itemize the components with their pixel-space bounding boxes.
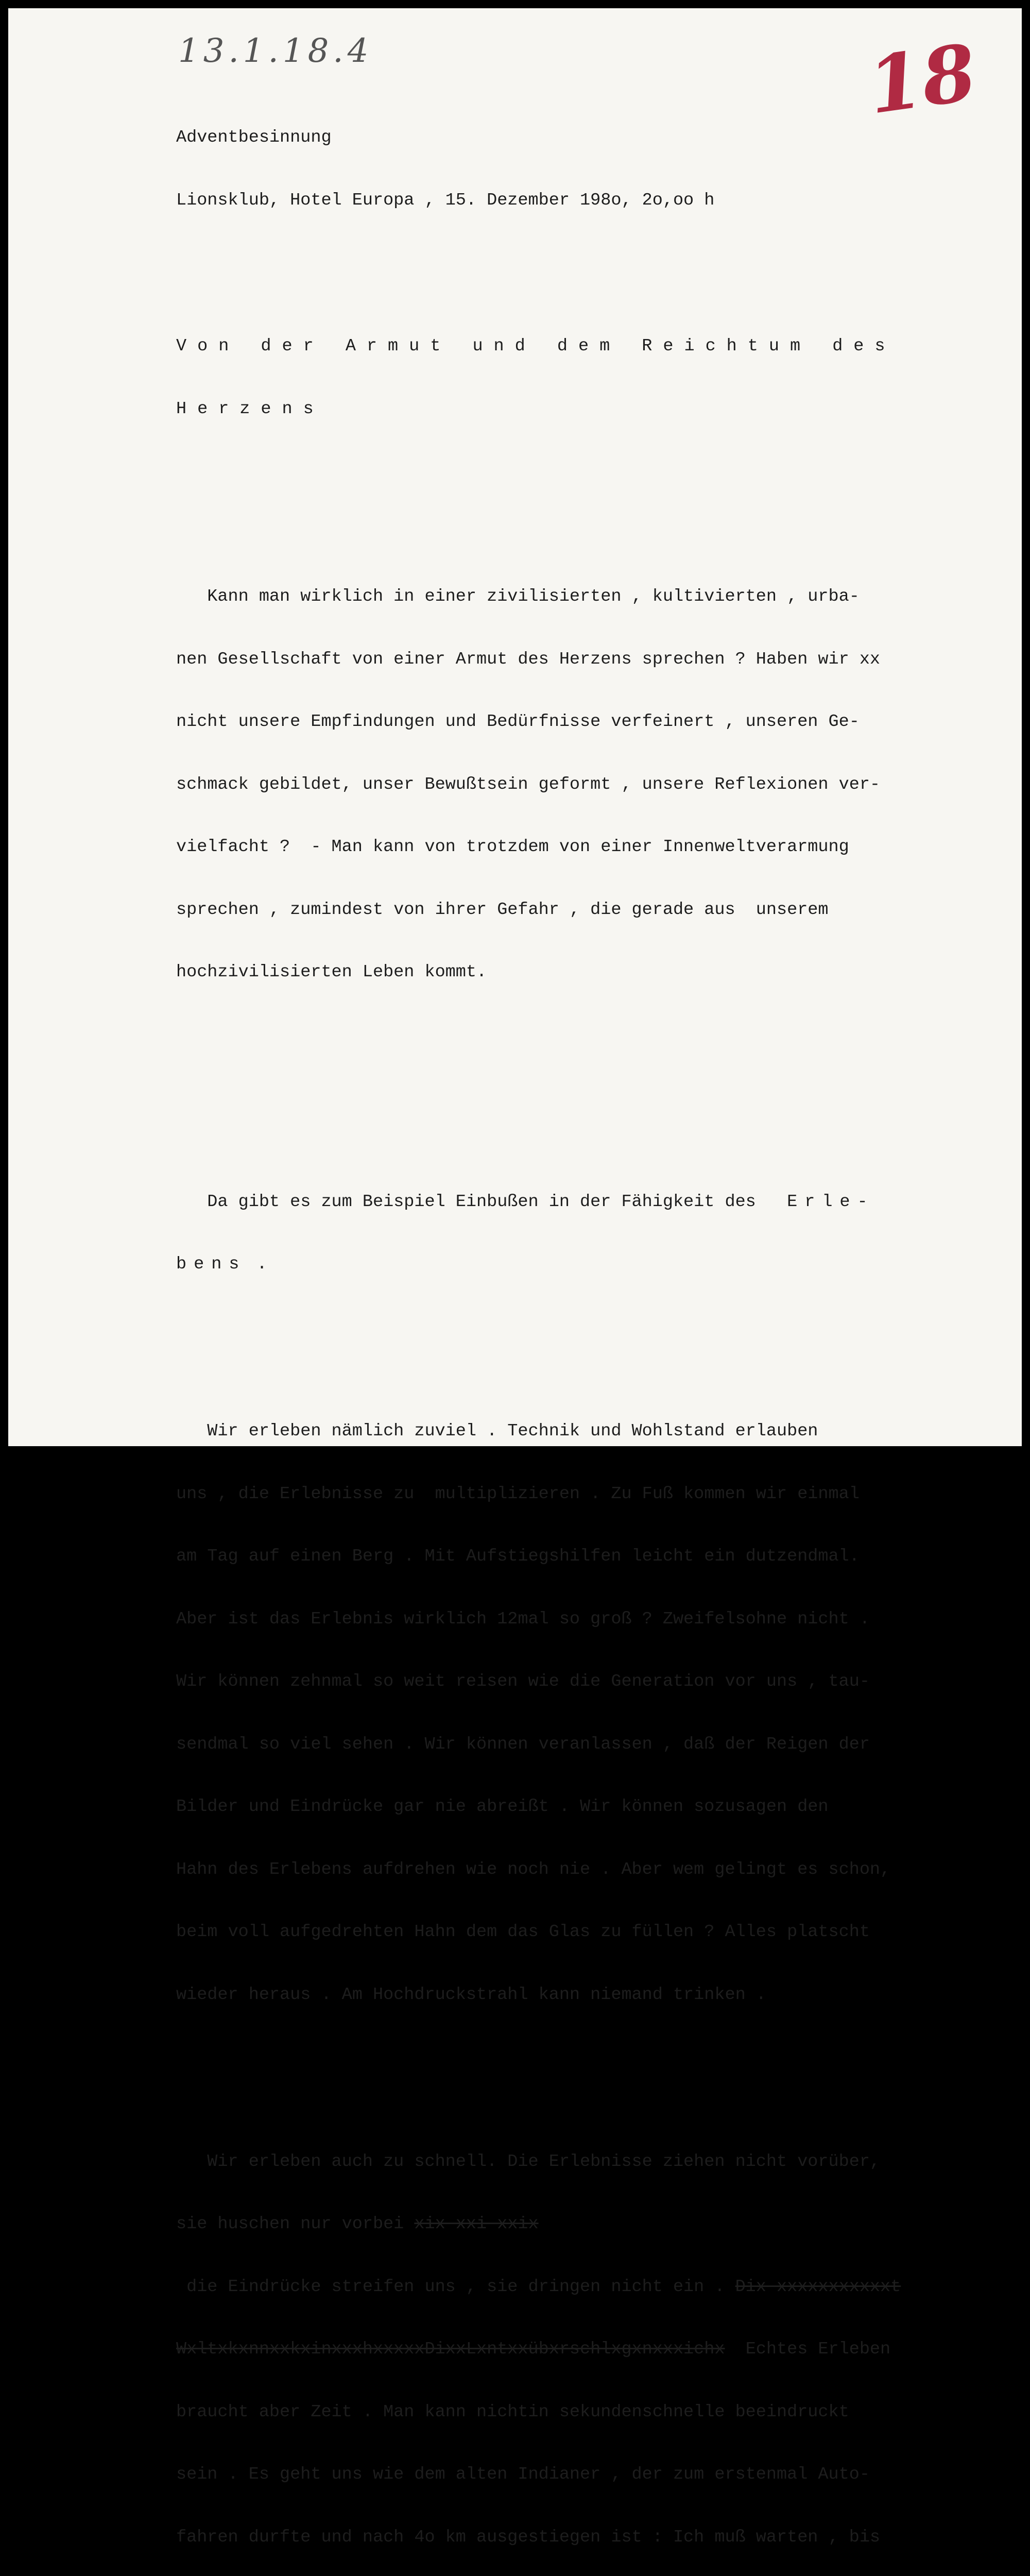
archive-id-handwritten: 13.1.18.4 (178, 32, 372, 70)
text-line: fahren durfte und nach 4o km ausgestiegen ist : Ich muß warten , bis (176, 2527, 1021, 2548)
text-line: braucht aber Zeit . Man kann nichtin sekundenschnelle beeindruckt (176, 2402, 1021, 2423)
text-line: sendmal so viel sehen . Wir können veranlassen , daß der Reigen der (176, 1734, 1021, 1755)
text-line: sprechen , zumindest von ihrer Gefahr , die gerade aus unserem (176, 900, 1021, 921)
text-line: uns , die Erlebnisse zu multiplizieren . Zu Fuß kommen wir einmal (176, 1484, 1021, 1505)
text-line: wieder heraus . Am Hochdruckstrahl kann niemand trinken . (176, 1985, 1021, 2006)
text-span: . (246, 1255, 267, 1274)
spaced-word: Erle- (787, 1192, 875, 1212)
text-line: Hahn des Erlebens aufdrehen wie noch nie . Aber wem gelingt es schon, (176, 1859, 1021, 1880)
document-title-line2: Herzens (176, 399, 1021, 420)
text-line: nen Gesellschaft von einer Armut des Herzens sprechen ? Haben wir xx (176, 649, 1021, 670)
text-line: vielfacht ? - Man kann von trotzdem von einer Innenweltverarmung (176, 837, 1021, 858)
text-line: Wir können zehnmal so weit reisen wie die Generation vor uns , tau- (176, 1671, 1021, 1692)
text-span: Da gibt es zum Beispiel Einbußen in der Fähigkeit des (176, 1192, 756, 1212)
text-line: Wir erleben nämlich zuviel . Technik und Wohlstand erlauben (176, 1421, 1021, 1442)
text-line: Bilder und Eindrücke gar nie abreißt . Wir können sozusagen den (176, 1797, 1021, 1818)
text-line: Kann man wirklich in einer zivilisierten , kultivierten , urba- (176, 586, 1021, 607)
struck-text: xix xxi xxix (414, 2214, 538, 2234)
text-span: sie huschen nur vorbei (176, 2214, 414, 2234)
text-line: beim voll aufgedrehten Hahn dem das Glas zu füllen ? Alles platscht (176, 1922, 1021, 1943)
typed-text (176, 86, 1021, 2576)
paragraph-3 (176, 1379, 1021, 2047)
text-span: Echtes Erleben (725, 2340, 890, 2359)
text-line: Aber ist das Erlebnis wirklich 12mal so groß ? Zweifelsohne nicht . (176, 1609, 1021, 1630)
paragraph-1 (176, 545, 1021, 1025)
header-event: Adventbesinnung (176, 127, 1021, 148)
text-line: Wir erleben auch zu schnell. Die Erlebnisse ziehen nicht vorüber, (176, 2151, 1021, 2173)
paragraph-4 (176, 2110, 1021, 2576)
text-line: am Tag auf einen Berg . Mit Aufstiegshilfen leicht ein dutzendmal. (176, 1546, 1021, 1567)
text-span: die Eindrücke streifen uns , sie dringen nicht ein . (176, 2277, 735, 2297)
spaced-word: bens (176, 1255, 246, 1274)
document-title-line1: Von der Armut und dem Reichtum des (176, 336, 1021, 357)
header-venue-date: Lionsklub, Hotel Europa , 15. Dezember 198o, 2o,oo h (176, 190, 1021, 211)
text-line: sein . Es geht uns wie dem alten Indianer , der zum erstenmal Auto- (176, 2464, 1021, 2485)
text-line: nicht unsere Empfindungen und Bedürfnisse verfeinert , unseren Ge- (176, 711, 1021, 733)
document-page (8, 8, 1022, 1446)
paragraph-2 (176, 1150, 1021, 1317)
struck-text: Dix xxxxxxxxxxxt (735, 2277, 901, 2297)
text-line: hochzivilisierten Leben kommt. (176, 962, 1021, 983)
struck-text: WxltxkxnnxxkxinxxxhxxxxxDixxLxntxxübxrschlxgxnxxxichx (176, 2340, 725, 2359)
page-number-handwritten: 18 (863, 27, 982, 131)
text-line: schmack gebildet, unser Bewußtsein geformt , unsere Reflexionen ver- (176, 774, 1021, 795)
